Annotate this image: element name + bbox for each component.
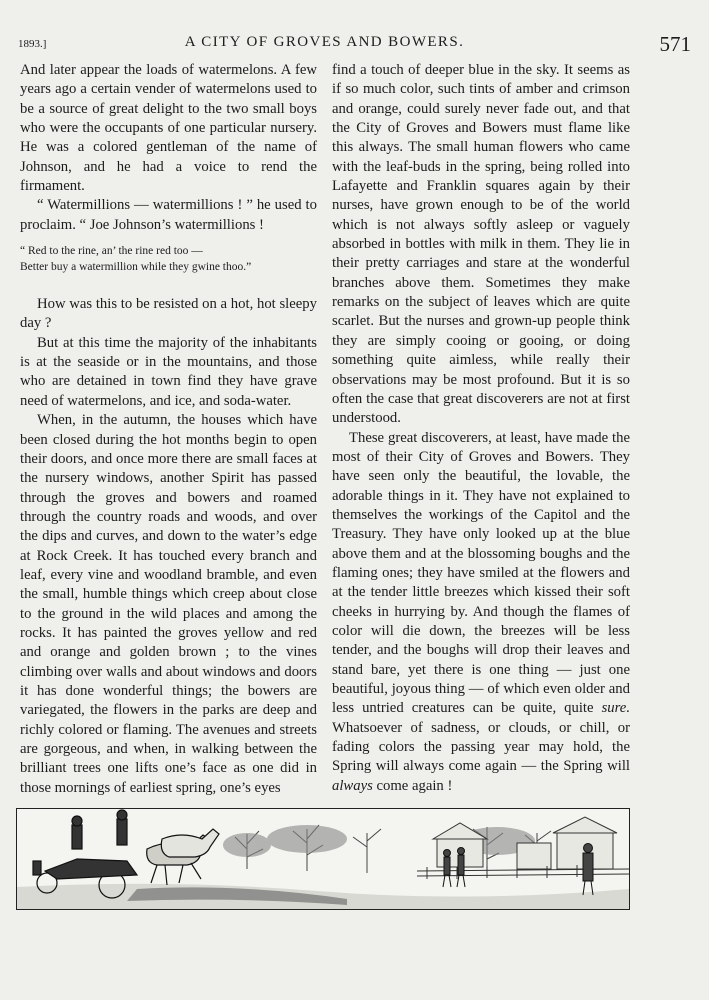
running-title: A CITY OF GROVES AND BOWERS. <box>184 34 465 50</box>
verse-line: “ Red to the rine, an’ the rine red too — <box>20 245 203 258</box>
text-run: These great discoverers, at least, have made the most of their City of Groves and Bowers. They have seen only the beautiful, the lovable, the adorable things in it. They have not explained to themselves the workings of the Capitol and the Treasury. They have only looked up at the blue above them and at the blossoming boughs and the flaming ones; they have smiled at the flowers and at the tender little breezes which kissed their soft cheeks in hurrying by. And though the flames of color will die down, the breezes will be less tender, and the boughs will drop their leaves and stand bare, yet there is one thing — just one beautiful, joyous thing — of which even older and less untried creatures can be quite, quite <box>332 429 630 717</box>
text-run: come again ! <box>376 777 453 794</box>
page-number: 571 <box>659 32 691 56</box>
verse-quote <box>20 243 317 275</box>
paragraph: But at this time the majority of the inhabitants is at the seaside or in the mountains, and those who are detained in town find they have grave need of watermelons, and ice, and soda-water. <box>20 334 317 409</box>
paragraph: How was this to be resisted on a hot, hot sleepy day ? <box>20 296 317 332</box>
street-scene-illustration <box>17 809 629 909</box>
header-year: 1893.] <box>18 38 47 50</box>
paragraph: “ Watermillions — watermillions ! ” he used to proclaim. “ Joe Johnson’s watermillions ! <box>20 197 317 233</box>
engraving-illustration <box>16 808 630 910</box>
running-header <box>18 32 691 56</box>
paragraph <box>332 429 630 797</box>
right-column <box>332 61 630 796</box>
text-run: Whatsoever of sadness, or clouds, or chill, or fading colors the passing year may hold, the Spring will always come again — the Spring will <box>332 719 630 775</box>
paragraph: When, in the autumn, the houses which have been closed during the hot months begin to open their doors, and once more there are small faces at the nursery windows, another Spirit has passed through the groves and bowers and roamed through the country roads and woods, and over the dips and curves, and down to the water’s edge at Rock Creek. It has touched every branch and leaf, every vine and woodland bramble, and even the small, humble things which creep about close to the ground in the wild places and among the rocks. It has painted the groves yellow and red and orange and golden brown ; to the vines climbing over walls and about windows and doors it has done wonderful things; the bowers are variegated, the flowers in the parks are deep and richly colored or flaming. The avenues and streets are gorgeous, and when, in walking between the brilliant trees one lifts one’s face as one did in those mornings of earliest spring, one’s eyes <box>20 412 317 796</box>
paragraph: And later appear the loads of watermelons. A few years ago a certain vender of watermelons used to be a source of great delight to the two small boys who were the occupants of one particular nursery. He was a colored gentleman of the name of Johnson, and he had a voice to rend the firmament. <box>20 62 317 195</box>
italic-word: always <box>332 777 373 794</box>
paragraph: find a touch of deeper blue in the sky. It seems as if so much color, such tints of amber and crimson and orange, could surely never fade out, and that the City of Groves and Bowers must flame like this always. The small human flowers who came with the leaf-buds in the spring, being rolled into Lafayette and Franklin squares again by their nurses, have grown enough to be of the world which is not always softly asleep or vaguely absorbed in bottles with milk in them. They lie in their pretty carriages and stare at the wonderful branches above them. Sometimes they make remarks on the subject of leaves which are quite scarlet. But the nurses and grown-up people think they are simply cooing or gooing, or doing something quite aimless, while really their observations may be most profound. But it is so often the case that great discoverers are not at first understood. <box>332 62 630 427</box>
verse-line: Better buy a watermillion while they gwine thoo.” <box>20 261 252 274</box>
italic-word: sure. <box>601 700 630 717</box>
left-column <box>20 61 317 798</box>
